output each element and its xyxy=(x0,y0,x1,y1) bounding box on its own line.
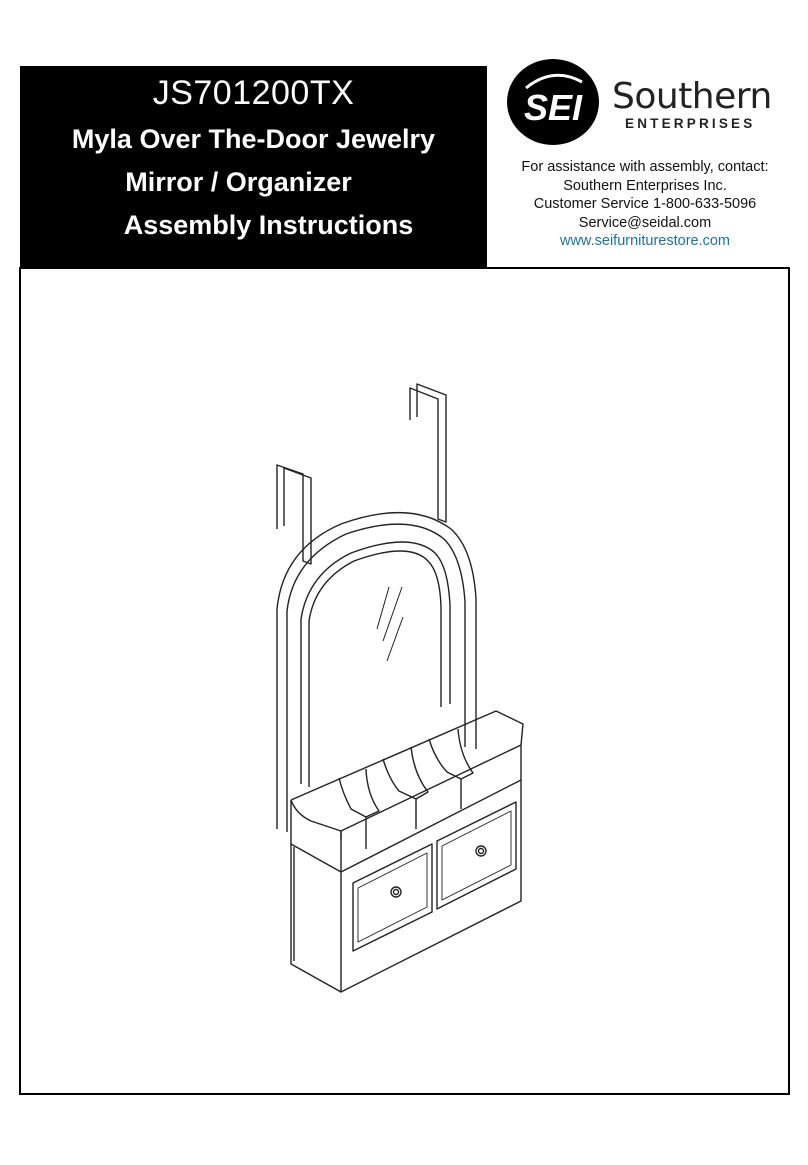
contact-line-3: Customer Service 1-800-633-5096 xyxy=(533,196,757,212)
drawer-base xyxy=(291,780,521,992)
contact-line-1: For assistance with assembly, contact: xyxy=(521,159,769,175)
mirror-frame xyxy=(277,513,476,832)
right-door-hook xyxy=(410,384,446,522)
sei-logo-icon xyxy=(506,58,601,146)
website-link[interactable]: www.seifurniturestore.com xyxy=(559,233,731,249)
title-line-2: Mirror / Organizer xyxy=(125,167,352,197)
brand-subtitle: ENTERPRISES xyxy=(625,116,756,131)
title-line-1: Myla Over The-Door Jewelry xyxy=(71,124,436,154)
drawer-knob-icon xyxy=(391,846,486,897)
illustration-frame xyxy=(19,267,790,1095)
mirror-organizer-illustration xyxy=(21,269,788,1093)
title-line-3: Assembly Instructions xyxy=(123,210,414,240)
contact-line-2: Southern Enterprises Inc. xyxy=(563,177,727,194)
contact-block xyxy=(490,158,800,251)
logo-text: SEI xyxy=(523,87,583,128)
model-number: JS701200TX xyxy=(152,74,355,112)
organizer-shelf xyxy=(291,711,523,872)
left-door-hook xyxy=(277,465,311,564)
brand-name: Southern xyxy=(612,76,772,117)
contact-email[interactable]: Service@seidal.com xyxy=(578,214,712,231)
title-block xyxy=(20,66,487,268)
